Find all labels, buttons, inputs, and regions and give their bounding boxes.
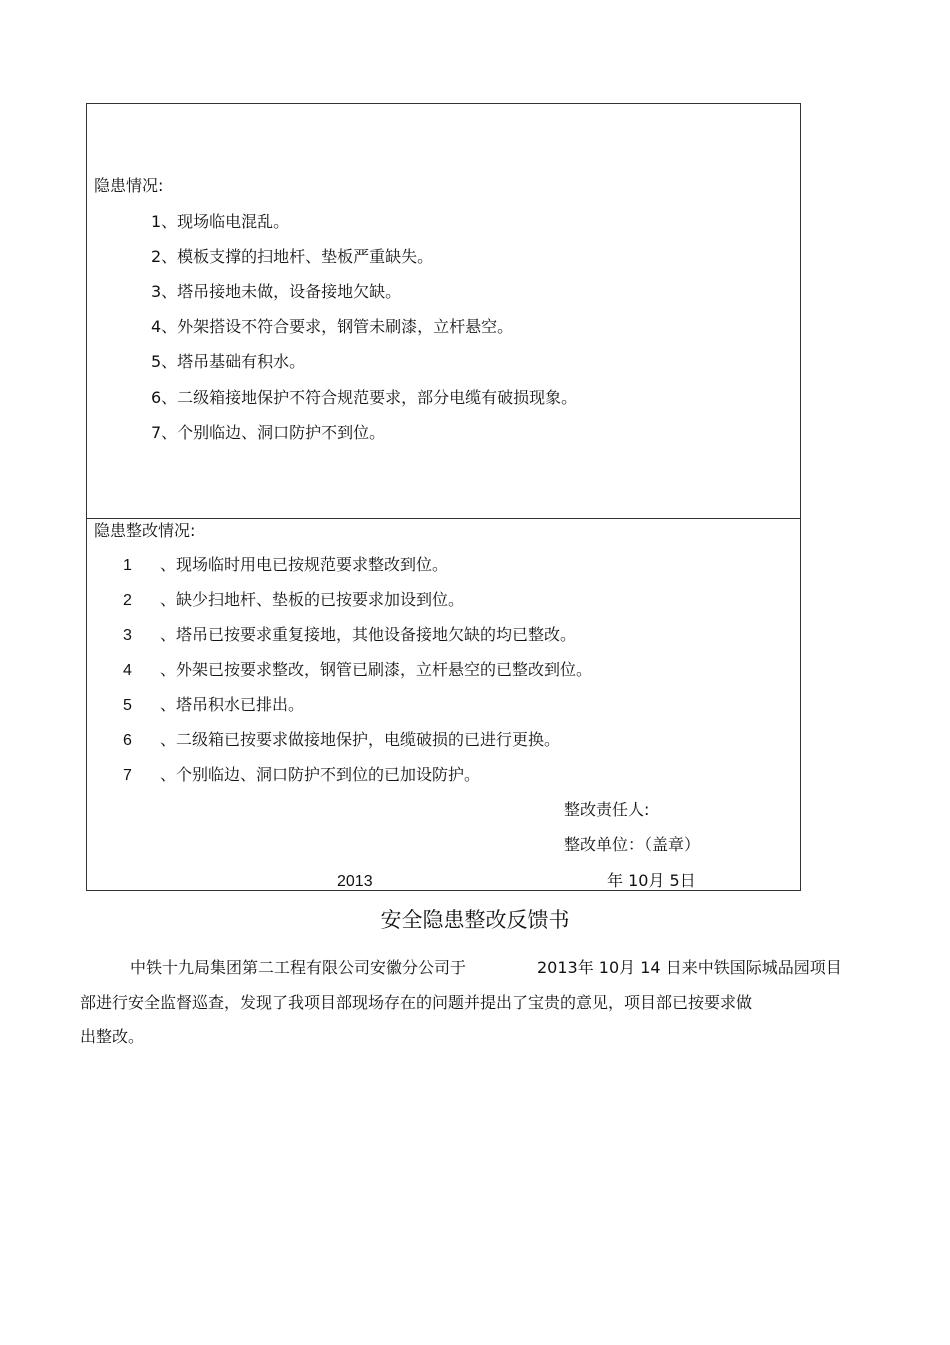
rectification-item-text: 、塔吊积水已排出。 — [160, 695, 305, 714]
hazard-item: 2、模板支撑的扫地杆、垫板严重缺失。 — [151, 247, 434, 266]
rectification-item-text: 、塔吊已按要求重复接地，其他设备接地欠缺的均已整改。 — [160, 625, 577, 644]
hazard-item: 5、塔吊基础有积水。 — [151, 352, 306, 371]
hazards-heading: 隐患情况: — [94, 176, 164, 195]
rectification-item-number: 6 — [123, 732, 132, 749]
rectification-item-number: 7 — [123, 767, 132, 784]
feedback-paragraph-line: 部进行安全监督巡查，发现了我项目部现场存在的问题并提出了宝贵的意见，项目部已按要求做 — [80, 993, 753, 1012]
rectification-item-text: 、现场临时用电已按规范要求整改到位。 — [160, 555, 449, 574]
rectification-item-number: 2 — [123, 592, 132, 609]
hazard-item: 4、外架搭设不符合要求，钢管未刷漆，立杆悬空。 — [151, 317, 514, 336]
hazard-item: 6、二级箱接地保护不符合规范要求，部分电缆有破损现象。 — [151, 388, 578, 407]
date-year: 2013 — [337, 873, 373, 890]
section-divider — [87, 518, 800, 519]
rectification-unit-label: 整改单位：（盖章） — [564, 835, 701, 854]
feedback-title: 安全隐患整改反馈书 — [380, 908, 570, 932]
rectification-heading: 隐患整改情况: — [94, 521, 196, 540]
rectification-item-text: 、个别临边、洞口防护不到位的已加设防护。 — [160, 765, 481, 784]
feedback-paragraph-line: 出整改。 — [80, 1027, 145, 1046]
rectification-item-text: 、外架已按要求整改，钢管已刷漆，立杆悬空的已整改到位。 — [160, 660, 593, 679]
rectification-item-number: 1 — [123, 557, 132, 574]
hazard-item: 3、塔吊接地未做，设备接地欠缺。 — [151, 282, 402, 301]
rectification-item-text: 、缺少扫地杆、垫板的已按要求加设到位。 — [160, 590, 465, 609]
rectification-item-number: 5 — [123, 697, 132, 714]
rectification-item-number: 3 — [123, 627, 132, 644]
feedback-paragraph-line: 中铁十九局集团第二工程有限公司安徽分公司于 — [130, 958, 467, 977]
rectification-item-text: 、二级箱已按要求做接地保护，电缆破损的已进行更换。 — [160, 730, 561, 749]
responsible-person-label: 整改责任人: — [564, 800, 650, 819]
hazard-item: 1、现场临电混乱。 — [151, 212, 290, 231]
feedback-paragraph-line: 2013年 10月 14 日来中铁国际城品园项目 — [537, 958, 842, 977]
rectification-item-number: 4 — [123, 662, 132, 679]
hazard-item: 7、个别临边、洞口防护不到位。 — [151, 423, 386, 442]
date-month-day: 年 10月 5日 — [607, 871, 696, 890]
